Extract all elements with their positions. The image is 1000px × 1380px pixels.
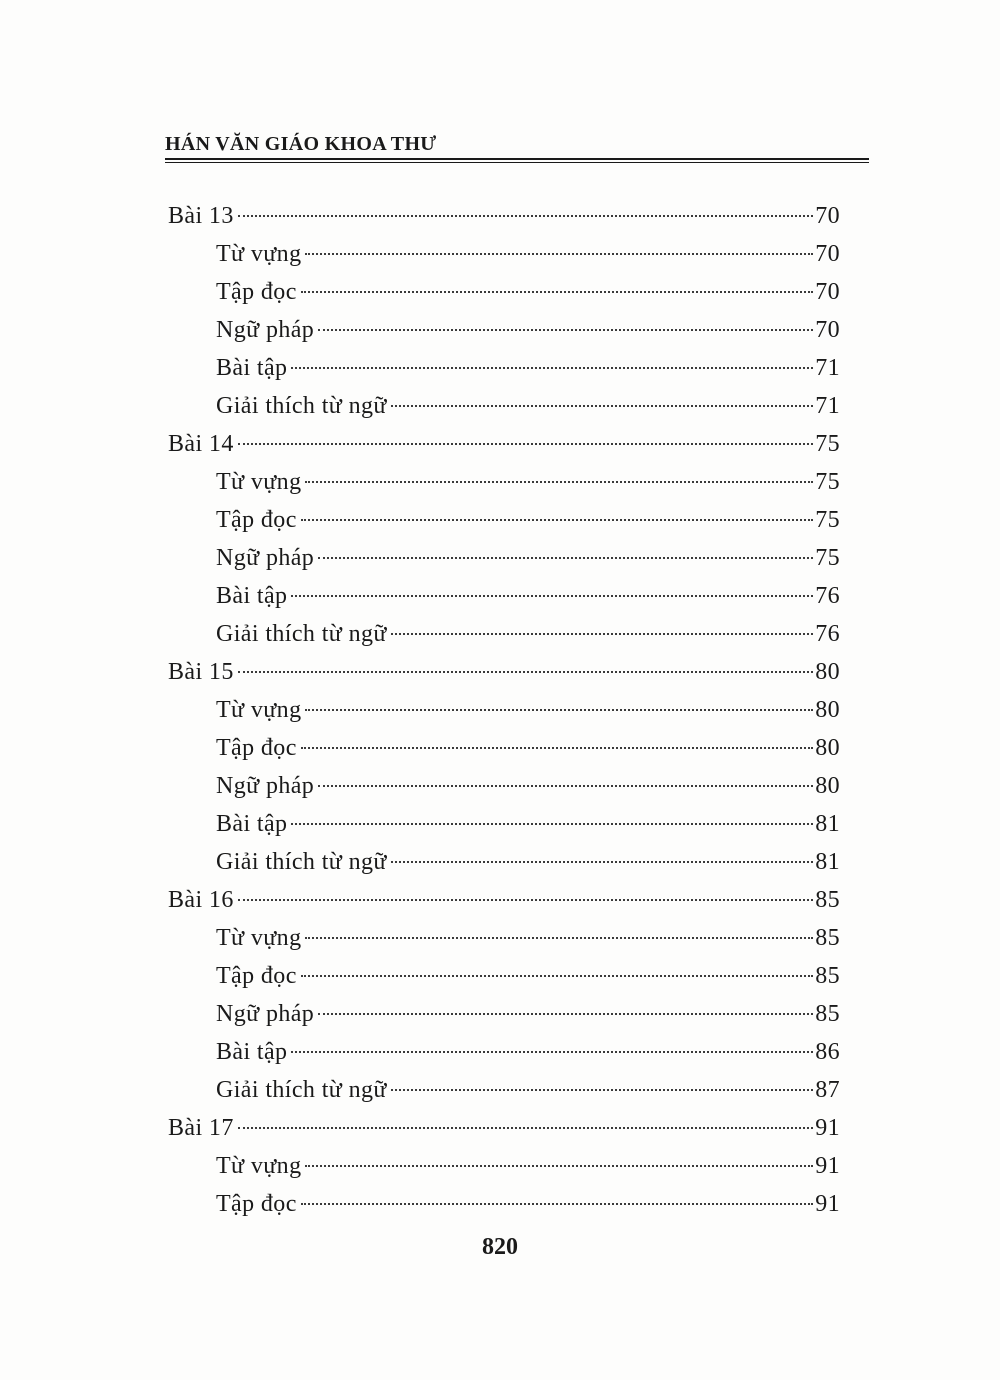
toc-entry-page-number: 85 [815, 887, 840, 913]
dot-leader [238, 671, 813, 673]
toc-entry-page-number: 91 [815, 1191, 840, 1217]
dot-leader [238, 899, 813, 901]
toc-entry-label: Bài 15 [168, 659, 234, 685]
toc-entry-label: Giải thích từ ngữ [216, 393, 387, 419]
toc-entry-label: Tập đọc [216, 963, 297, 989]
toc-lesson-entry [168, 203, 840, 241]
toc-lesson-entry [168, 1115, 840, 1153]
toc-entry-label: Tập đọc [216, 507, 297, 533]
toc-entry-page-number: 71 [815, 393, 840, 419]
toc-entry-page-number: 85 [815, 963, 840, 989]
toc-entry-label: Bài tập [216, 1039, 288, 1065]
toc-entry-page-number: 71 [815, 355, 840, 381]
toc-entry-label: Bài 17 [168, 1115, 234, 1141]
page-number: 820 [482, 1234, 518, 1260]
toc-subentry [168, 355, 840, 393]
toc-entry-page-number: 80 [815, 735, 840, 761]
dot-leader [305, 937, 813, 939]
toc-entry-label: Bài tập [216, 811, 288, 837]
running-title: HÁN VĂN GIÁO KHOA THƯ [165, 133, 437, 155]
toc-entry-label: Ngữ pháp [216, 545, 315, 571]
dot-leader [318, 785, 813, 787]
dot-leader [305, 709, 813, 711]
toc-entry-label: Bài 13 [168, 203, 234, 229]
toc-subentry [168, 583, 840, 621]
toc-entry-page-number: 81 [815, 811, 840, 837]
toc-entry-page-number: 70 [815, 279, 840, 305]
toc-subentry [168, 1153, 840, 1191]
dot-leader [238, 443, 813, 445]
toc-entry-page-number: 91 [815, 1115, 840, 1141]
toc-subentry [168, 849, 840, 887]
toc-entry-label: Bài 16 [168, 887, 234, 913]
table-of-contents [168, 203, 840, 1229]
toc-subentry [168, 811, 840, 849]
toc-subentry [168, 393, 840, 431]
dot-leader [301, 747, 813, 749]
dot-leader [305, 253, 813, 255]
dot-leader [301, 519, 813, 521]
toc-entry-page-number: 85 [815, 1001, 840, 1027]
toc-subentry [168, 1077, 840, 1115]
toc-subentry [168, 963, 840, 1001]
dot-leader [391, 861, 813, 863]
toc-entry-page-number: 70 [815, 241, 840, 267]
toc-subentry [168, 469, 840, 507]
toc-entry-page-number: 75 [815, 431, 840, 457]
toc-subentry [168, 735, 840, 773]
toc-entry-label: Ngữ pháp [216, 317, 315, 343]
toc-entry-label: Bài tập [216, 583, 288, 609]
toc-entry-page-number: 75 [815, 469, 840, 495]
toc-entry-label: Ngữ pháp [216, 773, 315, 799]
toc-subentry [168, 241, 840, 279]
dot-leader [318, 1013, 813, 1015]
toc-entry-label: Từ vựng [216, 241, 302, 267]
toc-entry-label: Bài tập [216, 355, 288, 381]
dot-leader [301, 291, 813, 293]
toc-subentry [168, 317, 840, 355]
toc-subentry [168, 1191, 840, 1229]
toc-entry-label: Giải thích từ ngữ [216, 1077, 387, 1103]
dot-leader [391, 1089, 813, 1091]
toc-entry-page-number: 80 [815, 773, 840, 799]
toc-entry-page-number: 70 [815, 317, 840, 343]
toc-entry-page-number: 85 [815, 925, 840, 951]
toc-entry-label: Bài 14 [168, 431, 234, 457]
toc-entry-page-number: 86 [815, 1039, 840, 1065]
toc-lesson-entry [168, 887, 840, 925]
toc-entry-page-number: 76 [815, 621, 840, 647]
dot-leader [291, 367, 813, 369]
toc-entry-label: Từ vựng [216, 469, 302, 495]
dot-leader [301, 1203, 813, 1205]
dot-leader [391, 405, 813, 407]
dot-leader [305, 481, 813, 483]
toc-entry-page-number: 75 [815, 507, 840, 533]
toc-entry-page-number: 80 [815, 697, 840, 723]
toc-subentry [168, 925, 840, 963]
toc-entry-page-number: 81 [815, 849, 840, 875]
toc-subentry [168, 1039, 840, 1077]
toc-entry-label: Tập đọc [216, 1191, 297, 1217]
dot-leader [318, 329, 813, 331]
dot-leader [291, 595, 813, 597]
header-rule-thick [165, 158, 869, 160]
toc-lesson-entry [168, 659, 840, 697]
toc-entry-label: Tập đọc [216, 279, 297, 305]
toc-entry-page-number: 75 [815, 545, 840, 571]
toc-subentry [168, 621, 840, 659]
header-rule-thin [165, 162, 869, 163]
toc-subentry [168, 697, 840, 735]
toc-entry-page-number: 76 [815, 583, 840, 609]
dot-leader [238, 215, 813, 217]
dot-leader [291, 823, 813, 825]
toc-entry-label: Tập đọc [216, 735, 297, 761]
toc-entry-label: Ngữ pháp [216, 1001, 315, 1027]
toc-entry-page-number: 80 [815, 659, 840, 685]
toc-entry-label: Giải thích từ ngữ [216, 621, 387, 647]
dot-leader [291, 1051, 813, 1053]
dot-leader [301, 975, 813, 977]
dot-leader [238, 1127, 813, 1129]
dot-leader [391, 633, 813, 635]
toc-subentry [168, 507, 840, 545]
toc-subentry [168, 1001, 840, 1039]
toc-entry-label: Từ vựng [216, 925, 302, 951]
toc-entry-label: Giải thích từ ngữ [216, 849, 387, 875]
toc-entry-page-number: 91 [815, 1153, 840, 1179]
toc-entry-label: Từ vựng [216, 697, 302, 723]
toc-entry-label: Từ vựng [216, 1153, 302, 1179]
toc-subentry [168, 279, 840, 317]
dot-leader [318, 557, 813, 559]
dot-leader [305, 1165, 813, 1167]
toc-entry-page-number: 70 [815, 203, 840, 229]
toc-subentry [168, 545, 840, 583]
toc-entry-page-number: 87 [815, 1077, 840, 1103]
toc-lesson-entry [168, 431, 840, 469]
toc-subentry [168, 773, 840, 811]
